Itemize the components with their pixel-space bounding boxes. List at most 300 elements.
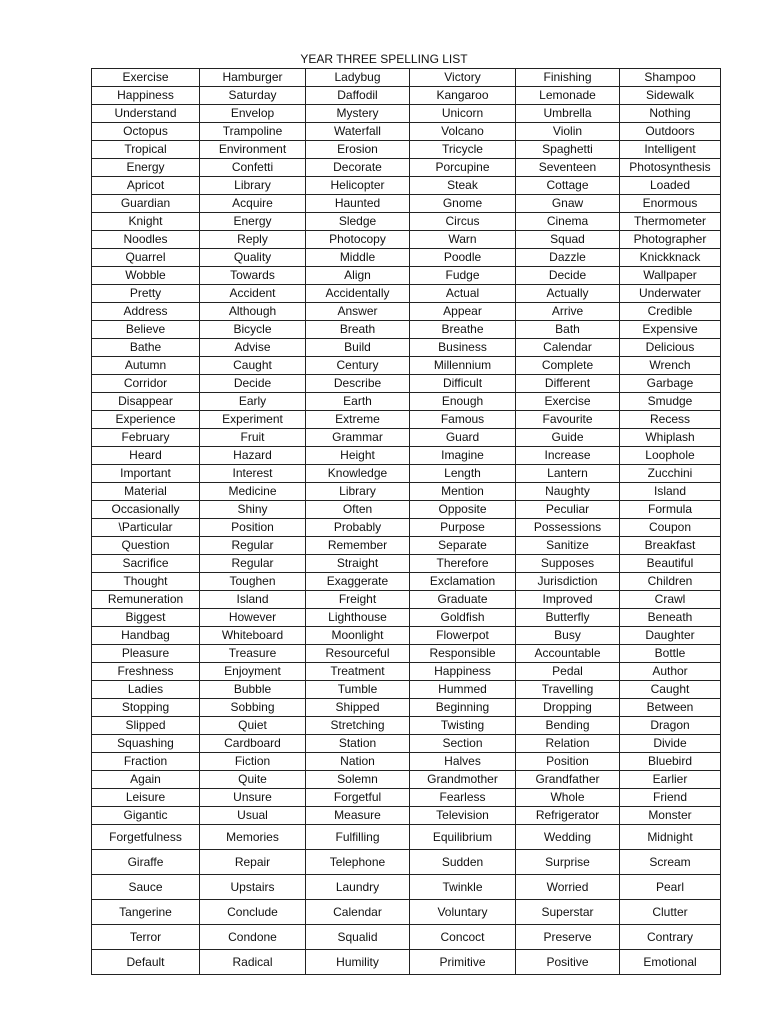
table-row [92, 875, 721, 900]
word-cell: Question [92, 537, 200, 555]
table-row [92, 850, 721, 875]
word-cell: Recess [620, 411, 721, 429]
word-cell: Travelling [516, 681, 620, 699]
word-cell: Crawl [620, 591, 721, 609]
word-cell: Loaded [620, 177, 721, 195]
word-cell: Primitive [410, 950, 516, 975]
word-cell: Mystery [306, 105, 410, 123]
word-cell: Complete [516, 357, 620, 375]
table-row [92, 321, 721, 339]
word-cell: Midnight [620, 825, 721, 850]
word-cell: Sledge [306, 213, 410, 231]
word-cell: Exercise [516, 393, 620, 411]
word-cell: Nothing [620, 105, 721, 123]
word-cell: Occasionally [92, 501, 200, 519]
word-cell: Position [200, 519, 306, 537]
word-cell: Busy [516, 627, 620, 645]
word-cell: Section [410, 735, 516, 753]
word-cell: Formula [620, 501, 721, 519]
word-cell: Victory [410, 69, 516, 87]
word-cell: Lighthouse [306, 609, 410, 627]
word-cell: Regular [200, 555, 306, 573]
spelling-table [91, 68, 721, 975]
word-cell: Twisting [410, 717, 516, 735]
word-cell: Tumble [306, 681, 410, 699]
word-cell: However [200, 609, 306, 627]
word-cell: Spaghetti [516, 141, 620, 159]
word-cell: Exaggerate [306, 573, 410, 591]
table-row [92, 483, 721, 501]
word-cell: Fearless [410, 789, 516, 807]
word-cell: Trampoline [200, 123, 306, 141]
table-row [92, 87, 721, 105]
word-cell: Freight [306, 591, 410, 609]
word-cell: Octopus [92, 123, 200, 141]
word-cell: Shampoo [620, 69, 721, 87]
word-cell: Different [516, 375, 620, 393]
table-row [92, 825, 721, 850]
word-cell: Tropical [92, 141, 200, 159]
word-cell: Length [410, 465, 516, 483]
word-cell: Grammar [306, 429, 410, 447]
word-cell: Humility [306, 950, 410, 975]
word-cell: Dragon [620, 717, 721, 735]
word-cell: Millennium [410, 357, 516, 375]
word-cell: Hazard [200, 447, 306, 465]
word-cell: Divide [620, 735, 721, 753]
table-row [92, 900, 721, 925]
word-cell: Famous [410, 411, 516, 429]
word-cell: Superstar [516, 900, 620, 925]
word-cell: Upstairs [200, 875, 306, 900]
word-cell: Fraction [92, 753, 200, 771]
table-row [92, 105, 721, 123]
word-cell: Calendar [516, 339, 620, 357]
word-cell: Accountable [516, 645, 620, 663]
table-row [92, 591, 721, 609]
word-cell: Unicorn [410, 105, 516, 123]
word-cell: Beginning [410, 699, 516, 717]
word-cell: Forgetful [306, 789, 410, 807]
table-row [92, 807, 721, 825]
word-cell: Between [620, 699, 721, 717]
word-cell: Cinema [516, 213, 620, 231]
word-cell: Material [92, 483, 200, 501]
word-cell: Imagine [410, 447, 516, 465]
word-cell: Bluebird [620, 753, 721, 771]
word-cell: Volcano [410, 123, 516, 141]
word-cell: Sauce [92, 875, 200, 900]
word-cell: Caught [200, 357, 306, 375]
word-cell: Author [620, 663, 721, 681]
word-cell: Medicine [200, 483, 306, 501]
word-cell: Outdoors [620, 123, 721, 141]
word-cell: Often [306, 501, 410, 519]
word-cell: Earth [306, 393, 410, 411]
word-cell: Contrary [620, 925, 721, 950]
word-cell: Radical [200, 950, 306, 975]
table-row [92, 925, 721, 950]
word-cell: Grandfather [516, 771, 620, 789]
word-cell: Therefore [410, 555, 516, 573]
word-cell: Enjoyment [200, 663, 306, 681]
table-row [92, 789, 721, 807]
word-cell: Corridor [92, 375, 200, 393]
word-cell: Cardboard [200, 735, 306, 753]
word-cell: Answer [306, 303, 410, 321]
word-cell: Actually [516, 285, 620, 303]
word-cell: Bicycle [200, 321, 306, 339]
word-cell: Giraffe [92, 850, 200, 875]
word-cell: Century [306, 357, 410, 375]
word-cell: Condone [200, 925, 306, 950]
word-cell: Island [200, 591, 306, 609]
word-cell: Conclude [200, 900, 306, 925]
word-cell: Island [620, 483, 721, 501]
word-cell: Probably [306, 519, 410, 537]
word-cell: Favourite [516, 411, 620, 429]
table-row [92, 573, 721, 591]
word-cell: February [92, 429, 200, 447]
word-cell: Circus [410, 213, 516, 231]
word-cell: Bath [516, 321, 620, 339]
table-row [92, 411, 721, 429]
word-cell: Handbag [92, 627, 200, 645]
word-cell: Lantern [516, 465, 620, 483]
word-cell: Loophole [620, 447, 721, 465]
word-cell: Thought [92, 573, 200, 591]
word-cell: Waterfall [306, 123, 410, 141]
word-cell: Warn [410, 231, 516, 249]
word-cell: Increase [516, 447, 620, 465]
word-cell: Hummed [410, 681, 516, 699]
word-cell: Again [92, 771, 200, 789]
word-cell: Smudge [620, 393, 721, 411]
word-cell: Believe [92, 321, 200, 339]
table-row [92, 519, 721, 537]
word-cell: Butterfly [516, 609, 620, 627]
table-row [92, 699, 721, 717]
word-cell: Grandmother [410, 771, 516, 789]
word-cell: Sobbing [200, 699, 306, 717]
word-cell: Moonlight [306, 627, 410, 645]
word-cell: Twinkle [410, 875, 516, 900]
word-cell: Enormous [620, 195, 721, 213]
word-cell: Earlier [620, 771, 721, 789]
word-cell: Leisure [92, 789, 200, 807]
word-cell: Umbrella [516, 105, 620, 123]
word-cell: Dazzle [516, 249, 620, 267]
word-cell: Sacrifice [92, 555, 200, 573]
word-cell: Whiplash [620, 429, 721, 447]
table-row [92, 663, 721, 681]
table-row [92, 465, 721, 483]
table-row [92, 950, 721, 975]
word-cell: Height [306, 447, 410, 465]
word-cell: Happiness [92, 87, 200, 105]
spelling-table-body [92, 69, 721, 975]
word-cell: Halves [410, 753, 516, 771]
word-cell: Freshness [92, 663, 200, 681]
table-row [92, 393, 721, 411]
word-cell: Stopping [92, 699, 200, 717]
word-cell: Experiment [200, 411, 306, 429]
word-cell: Seventeen [516, 159, 620, 177]
word-cell: Autumn [92, 357, 200, 375]
word-cell: Acquire [200, 195, 306, 213]
table-row [92, 717, 721, 735]
word-cell: Beautiful [620, 555, 721, 573]
word-cell: Treatment [306, 663, 410, 681]
word-cell: Wedding [516, 825, 620, 850]
table-row [92, 285, 721, 303]
word-cell: Memories [200, 825, 306, 850]
word-cell: Align [306, 267, 410, 285]
word-cell: Library [200, 177, 306, 195]
word-cell: Whiteboard [200, 627, 306, 645]
word-cell: Nation [306, 753, 410, 771]
word-cell: Fudge [410, 267, 516, 285]
word-cell: Dropping [516, 699, 620, 717]
word-cell: Accident [200, 285, 306, 303]
word-cell: Flowerpot [410, 627, 516, 645]
word-cell: Peculiar [516, 501, 620, 519]
word-cell: Wrench [620, 357, 721, 375]
word-cell: Build [306, 339, 410, 357]
word-cell: Library [306, 483, 410, 501]
word-cell: Quiet [200, 717, 306, 735]
word-cell: Advise [200, 339, 306, 357]
word-cell: Worried [516, 875, 620, 900]
word-cell: Disappear [92, 393, 200, 411]
table-row [92, 123, 721, 141]
word-cell: Difficult [410, 375, 516, 393]
word-cell: Extreme [306, 411, 410, 429]
word-cell: Television [410, 807, 516, 825]
word-cell: Wobble [92, 267, 200, 285]
page-title: YEAR THREE SPELLING LIST [300, 52, 468, 66]
word-cell: Kangaroo [410, 87, 516, 105]
word-cell: Photosynthesis [620, 159, 721, 177]
word-cell: Pretty [92, 285, 200, 303]
word-cell: Relation [516, 735, 620, 753]
word-cell: Remuneration [92, 591, 200, 609]
word-cell: Improved [516, 591, 620, 609]
table-row [92, 627, 721, 645]
table-row [92, 141, 721, 159]
word-cell: Mention [410, 483, 516, 501]
word-cell: Scream [620, 850, 721, 875]
table-row [92, 735, 721, 753]
word-cell: Sudden [410, 850, 516, 875]
word-cell: Purpose [410, 519, 516, 537]
word-cell: Squalid [306, 925, 410, 950]
word-cell: Knowledge [306, 465, 410, 483]
table-row [92, 69, 721, 87]
word-cell: Breathe [410, 321, 516, 339]
word-cell: Emotional [620, 950, 721, 975]
word-cell: Delicious [620, 339, 721, 357]
word-cell: Important [92, 465, 200, 483]
word-cell: Whole [516, 789, 620, 807]
word-cell: Toughen [200, 573, 306, 591]
word-cell: Guard [410, 429, 516, 447]
word-cell: Garbage [620, 375, 721, 393]
word-cell: Lemonade [516, 87, 620, 105]
table-row [92, 681, 721, 699]
word-cell: Poodle [410, 249, 516, 267]
word-cell: Gnome [410, 195, 516, 213]
word-cell: Middle [306, 249, 410, 267]
word-cell: Bottle [620, 645, 721, 663]
word-cell: Remember [306, 537, 410, 555]
word-cell: Ladybug [306, 69, 410, 87]
word-cell: Default [92, 950, 200, 975]
word-cell: Slipped [92, 717, 200, 735]
word-cell: Naughty [516, 483, 620, 501]
table-row [92, 303, 721, 321]
word-cell: Experience [92, 411, 200, 429]
word-cell: Coupon [620, 519, 721, 537]
table-row [92, 177, 721, 195]
word-cell: Enough [410, 393, 516, 411]
word-cell: Solemn [306, 771, 410, 789]
table-row [92, 429, 721, 447]
word-cell: Jurisdiction [516, 573, 620, 591]
word-cell: Responsible [410, 645, 516, 663]
word-cell: Photographer [620, 231, 721, 249]
table-row [92, 645, 721, 663]
word-cell: Preserve [516, 925, 620, 950]
word-cell: Energy [92, 159, 200, 177]
word-cell: Concoct [410, 925, 516, 950]
table-row [92, 231, 721, 249]
word-cell: Actual [410, 285, 516, 303]
word-cell: Exercise [92, 69, 200, 87]
table-row [92, 609, 721, 627]
word-cell: Goldfish [410, 609, 516, 627]
word-cell: Separate [410, 537, 516, 555]
word-cell: Stretching [306, 717, 410, 735]
word-cell: Cottage [516, 177, 620, 195]
word-cell: Ladies [92, 681, 200, 699]
word-cell: Terror [92, 925, 200, 950]
word-cell: Early [200, 393, 306, 411]
word-cell: Decorate [306, 159, 410, 177]
word-cell: Describe [306, 375, 410, 393]
word-cell: Squashing [92, 735, 200, 753]
word-cell: Fulfilling [306, 825, 410, 850]
word-cell: Happiness [410, 663, 516, 681]
word-cell: Beneath [620, 609, 721, 627]
word-cell: Hamburger [200, 69, 306, 87]
word-cell: Usual [200, 807, 306, 825]
table-row [92, 213, 721, 231]
word-cell: Porcupine [410, 159, 516, 177]
word-cell: Caught [620, 681, 721, 699]
word-cell: Tricycle [410, 141, 516, 159]
word-cell: Shipped [306, 699, 410, 717]
word-cell: Fruit [200, 429, 306, 447]
word-cell: \Particular [92, 519, 200, 537]
word-cell: Zucchini [620, 465, 721, 483]
table-row [92, 501, 721, 519]
word-cell: Daughter [620, 627, 721, 645]
word-cell: Squad [516, 231, 620, 249]
word-cell: Quality [200, 249, 306, 267]
word-cell: Pedal [516, 663, 620, 681]
table-row [92, 357, 721, 375]
word-cell: Heard [92, 447, 200, 465]
word-cell: Position [516, 753, 620, 771]
word-cell: Envelop [200, 105, 306, 123]
word-cell: Tangerine [92, 900, 200, 925]
word-cell: Telephone [306, 850, 410, 875]
word-cell: Monster [620, 807, 721, 825]
word-cell: Friend [620, 789, 721, 807]
word-cell: Accidentally [306, 285, 410, 303]
word-cell: Clutter [620, 900, 721, 925]
word-cell: Helicopter [306, 177, 410, 195]
word-cell: Equilibrium [410, 825, 516, 850]
word-cell: Bending [516, 717, 620, 735]
word-cell: Laundry [306, 875, 410, 900]
word-cell: Photocopy [306, 231, 410, 249]
word-cell: Decide [516, 267, 620, 285]
table-row [92, 447, 721, 465]
word-cell: Calendar [306, 900, 410, 925]
word-cell: Expensive [620, 321, 721, 339]
word-cell: Pleasure [92, 645, 200, 663]
word-cell: Thermometer [620, 213, 721, 231]
word-cell: Apricot [92, 177, 200, 195]
table-row [92, 753, 721, 771]
word-cell: Wallpaper [620, 267, 721, 285]
word-cell: Sanitize [516, 537, 620, 555]
word-cell: Violin [516, 123, 620, 141]
word-cell: Although [200, 303, 306, 321]
word-cell: Positive [516, 950, 620, 975]
word-cell: Arrive [516, 303, 620, 321]
word-cell: Voluntary [410, 900, 516, 925]
word-cell: Resourceful [306, 645, 410, 663]
word-cell: Address [92, 303, 200, 321]
word-cell: Refrigerator [516, 807, 620, 825]
word-cell: Possessions [516, 519, 620, 537]
word-cell: Quarrel [92, 249, 200, 267]
word-cell: Surprise [516, 850, 620, 875]
word-cell: Saturday [200, 87, 306, 105]
word-cell: Breath [306, 321, 410, 339]
word-cell: Pearl [620, 875, 721, 900]
word-cell: Breakfast [620, 537, 721, 555]
word-cell: Confetti [200, 159, 306, 177]
word-cell: Opposite [410, 501, 516, 519]
word-cell: Unsure [200, 789, 306, 807]
word-cell: Forgetfulness [92, 825, 200, 850]
word-cell: Gnaw [516, 195, 620, 213]
word-cell: Supposes [516, 555, 620, 573]
word-cell: Intelligent [620, 141, 721, 159]
word-cell: Bathe [92, 339, 200, 357]
word-cell: Steak [410, 177, 516, 195]
word-cell: Environment [200, 141, 306, 159]
word-cell: Gigantic [92, 807, 200, 825]
word-cell: Graduate [410, 591, 516, 609]
word-cell: Biggest [92, 609, 200, 627]
word-cell: Decide [200, 375, 306, 393]
table-row [92, 159, 721, 177]
